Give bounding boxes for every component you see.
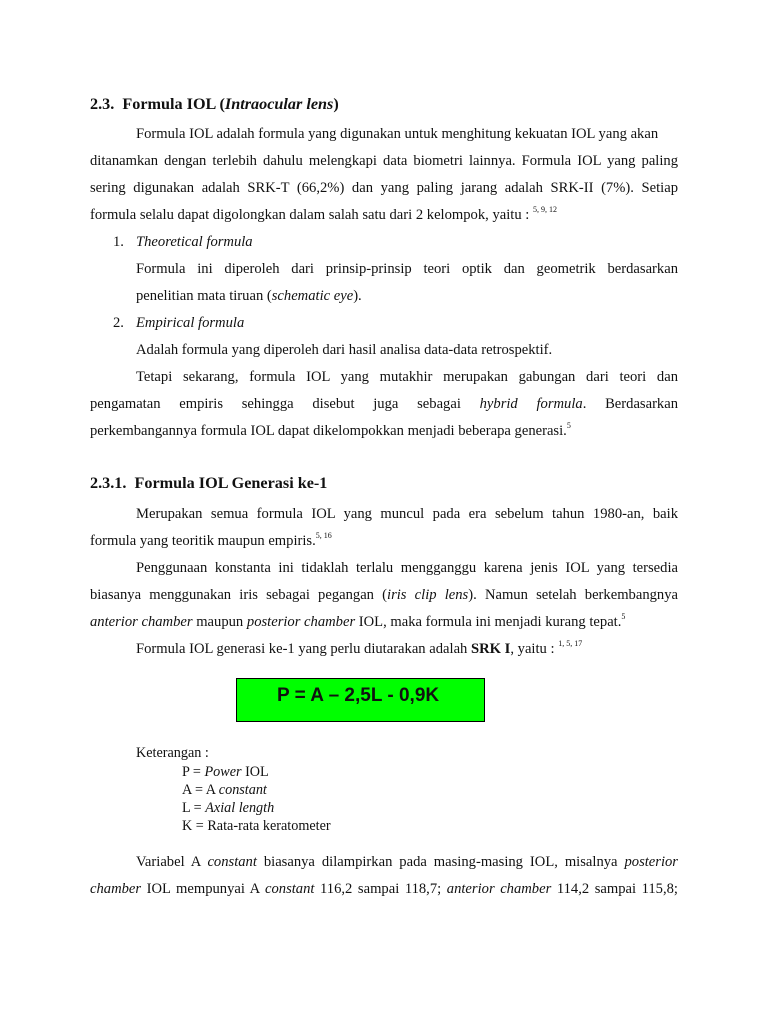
- section-heading-2-3: [90, 95, 339, 114]
- paragraph-line: Adalah formula yang diperoleh dari hasil analisa data-data retrospektif.: [136, 342, 553, 358]
- legend-italic: constant: [218, 782, 267, 798]
- citation-superscript: 1, 5, 17: [558, 639, 583, 649]
- paragraph-italic: iris clip lens: [387, 587, 469, 603]
- heading-number: 2.3.1.: [90, 474, 127, 492]
- heading-italic: Intraocular lens: [224, 95, 334, 113]
- paragraph-line: [90, 612, 625, 632]
- legend-row: [182, 798, 274, 818]
- paragraph-text: biasanya dilampirkan pada masing-masing IOL, misalnya: [256, 854, 625, 870]
- paragraph-text: Variabel A: [136, 854, 208, 870]
- paragraph-text: 114,2 sampai 115,8;: [551, 881, 678, 897]
- paragraph-text: IOL mempunyai A: [141, 881, 265, 897]
- paragraph-text: perkembangannya formula IOL dapat dikelompokkan menjadi beberapa generasi.: [90, 423, 567, 439]
- legend-italic: Axial length: [205, 800, 275, 816]
- citation-superscript: 5, 9, 12: [532, 205, 557, 215]
- heading-text: Formula IOL Generasi ke-1: [134, 474, 328, 492]
- paragraph-italic: posterior chamber: [246, 614, 356, 630]
- paragraph-line: Formula IOL adalah formula yang digunakan untuk menghitung kekuatan IOL yang akan: [136, 126, 659, 142]
- citation-superscript: 5: [621, 612, 626, 622]
- citation-superscript: 5: [566, 421, 571, 431]
- paragraph-text: maupun: [192, 614, 247, 630]
- paragraph-line: [90, 205, 557, 225]
- paragraph-line: [90, 421, 571, 441]
- legend-row: [182, 780, 267, 800]
- citation-superscript: 5, 16: [315, 531, 332, 541]
- heading-close: ): [333, 95, 339, 113]
- list-number: 1.: [113, 234, 124, 250]
- paragraph-line: Formula ini diperoleh dari prinsip-prinsip teori optik dan geometrik berdasarkan: [136, 261, 678, 277]
- list-item-title-text: Theoretical formula: [136, 234, 253, 250]
- list-item-title: [136, 313, 244, 333]
- legend-row: [182, 762, 269, 782]
- paragraph-line: [136, 639, 582, 659]
- paragraph-italic: anterior chamber: [90, 614, 193, 630]
- paragraph-text: ). Namun setelah berkembangnya: [468, 587, 678, 603]
- paragraph-italic: schematic eye: [271, 288, 354, 304]
- legend-text: L =: [182, 800, 206, 816]
- paragraph-italic: posterior: [624, 854, 678, 870]
- paragraph-italic: hybrid formula: [479, 396, 583, 412]
- legend-text: K = Rata-rata keratometer: [182, 818, 331, 834]
- list-number: 2.: [113, 315, 124, 331]
- section-heading-2-3-1: [90, 474, 327, 493]
- paragraph-line: Penggunaan konstanta ini tidaklah terlalu mengganggu karena jenis IOL yang tersedia: [136, 560, 678, 576]
- legend-text: P =: [182, 764, 205, 780]
- paragraph-line: Tetapi sekarang, formula IOL yang mutakhir merupakan gabungan dari teori dan: [136, 369, 678, 385]
- paragraph-text: penelitian mata tiruan (: [136, 288, 272, 304]
- list-item-title: [136, 232, 253, 252]
- paragraph-bold: SRK I: [471, 641, 511, 657]
- paragraph-line: [136, 852, 678, 872]
- paragraph-text: pengamatan empiris sehingga disebut juga sebagai: [90, 396, 480, 412]
- paragraph-line: Merupakan semua formula IOL yang muncul pada era sebelum tahun 1980-an, baik: [136, 506, 678, 522]
- list-item-title-text: Empirical formula: [136, 315, 245, 331]
- paragraph-line: [90, 585, 678, 605]
- paragraph-text: , yaitu :: [510, 641, 555, 657]
- legend-row: [182, 816, 331, 836]
- legend-text: IOL: [241, 764, 269, 780]
- paragraph-line: [90, 879, 678, 899]
- paragraph-text: . Berdasarkan: [582, 396, 679, 412]
- heading-text: Formula IOL (: [122, 95, 225, 113]
- heading-number: 2.3.: [90, 95, 115, 113]
- legend-italic: Power: [204, 764, 242, 780]
- paragraph-text: 116,2 sampai 118,7;: [314, 881, 447, 897]
- paragraph-text: biasanya menggunakan iris sebagai pegangan (: [90, 587, 388, 603]
- paragraph-line: sering digunakan adalah SRK-T (66,2%) dan yang paling jarang adalah SRK-II (7%). Setiap: [90, 180, 678, 196]
- paragraph-text: formula yang teoritik maupun empiris.: [90, 533, 316, 549]
- paragraph-text: IOL, maka formula ini menjadi kurang tepat.: [355, 614, 622, 630]
- paragraph-text: Formula IOL generasi ke-1 yang perlu diutarakan adalah: [136, 641, 471, 657]
- formula-text: P = A – 2,5L - 0,9K: [277, 685, 440, 706]
- formula-box: [236, 678, 485, 722]
- paragraph-line: [136, 286, 362, 306]
- paragraph-text: ).: [353, 288, 362, 304]
- paragraph-italic: constant: [207, 854, 257, 870]
- paragraph-italic: chamber: [90, 881, 142, 897]
- legend-title: Keterangan :: [136, 745, 209, 761]
- paragraph-line: [90, 394, 678, 414]
- paragraph-italic: anterior chamber: [446, 881, 552, 897]
- paragraph-italic: constant: [265, 881, 315, 897]
- paragraph-line: [90, 531, 332, 551]
- paragraph-text: formula selalu dapat digolongkan dalam salah satu dari 2 kelompok, yaitu :: [90, 207, 530, 223]
- legend-text: A = A: [182, 782, 219, 798]
- paragraph-line: ditanamkan dengan terlebih dahulu melengkapi data biometri lainnya. Formula IOL yang paling: [90, 153, 678, 169]
